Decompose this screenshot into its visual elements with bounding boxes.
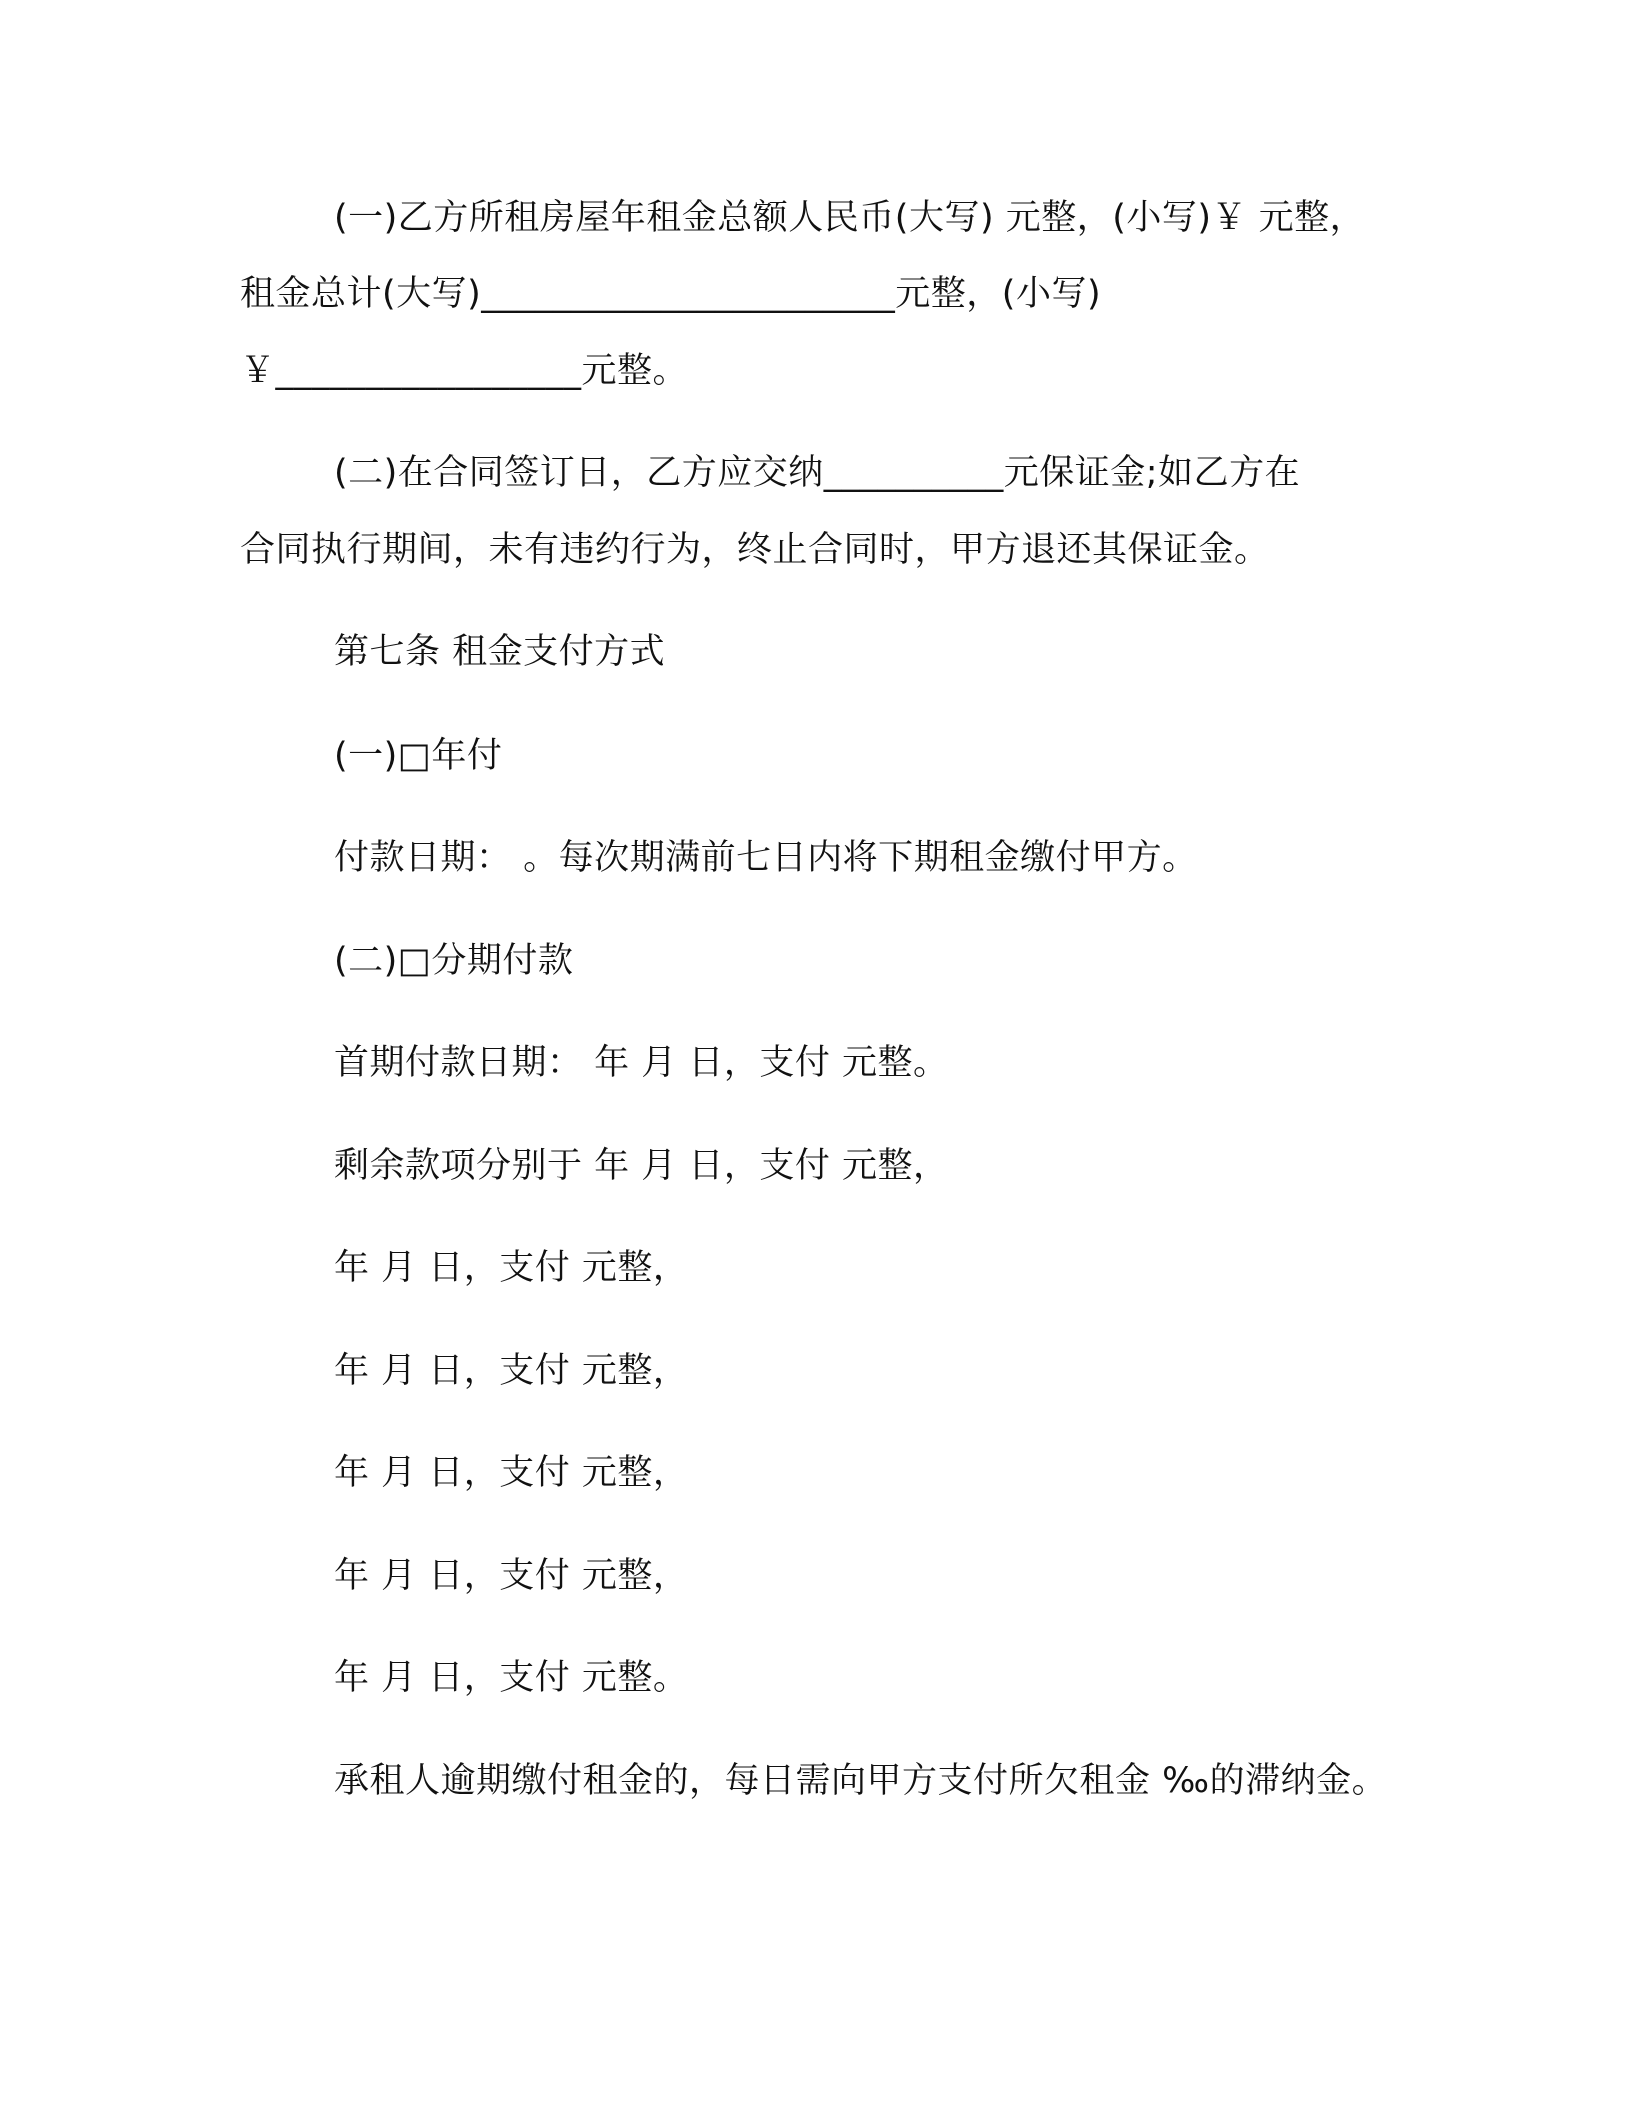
installment-line: 年 月 日，支付 元整，: [334, 1453, 689, 1493]
article-seven-heading: 第七条 租金支付方式: [334, 632, 666, 672]
annual-payment-option: (一)□年付: [334, 736, 503, 776]
remaining-payment-line: 剩余款项分别于 年 月 日，支付 元整，: [334, 1146, 949, 1186]
annual-payment-date: 付款日期： 。每次期满前七日内将下期租金缴付甲方。: [334, 838, 1198, 878]
deposit-line-2: 合同执行期间，未有违约行为，终止合同时，甲方退还其保证金。: [240, 530, 1270, 570]
installment-payment-option: (二)□分期付款: [334, 941, 574, 981]
late-fee-clause: 承租人逾期缴付租金的，每日需向甲方支付所欠租金 ‰的滞纳金。: [334, 1761, 1388, 1801]
first-payment-date: 首期付款日期： 年 月 日，支付 元整。: [334, 1043, 949, 1083]
rent-total-line-2: 租金总计(大写)_______________________元整，(小写): [240, 274, 1102, 314]
installment-line: 年 月 日，支付 元整，: [334, 1556, 689, 1596]
rent-total-line-3: ￥_________________元整。: [240, 351, 689, 391]
installment-line: 年 月 日，支付 元整，: [334, 1248, 689, 1288]
installment-line: 年 月 日，支付 元整。: [334, 1658, 689, 1698]
deposit-line-1: (二)在合同签订日，乙方应交纳__________元保证金;如乙方在: [334, 453, 1301, 493]
installment-line: 年 月 日，支付 元整，: [334, 1351, 689, 1391]
rent-total-line-1: (一)乙方所租房屋年租金总额人民币(大写) 元整，(小写)￥ 元整，: [334, 198, 1366, 238]
